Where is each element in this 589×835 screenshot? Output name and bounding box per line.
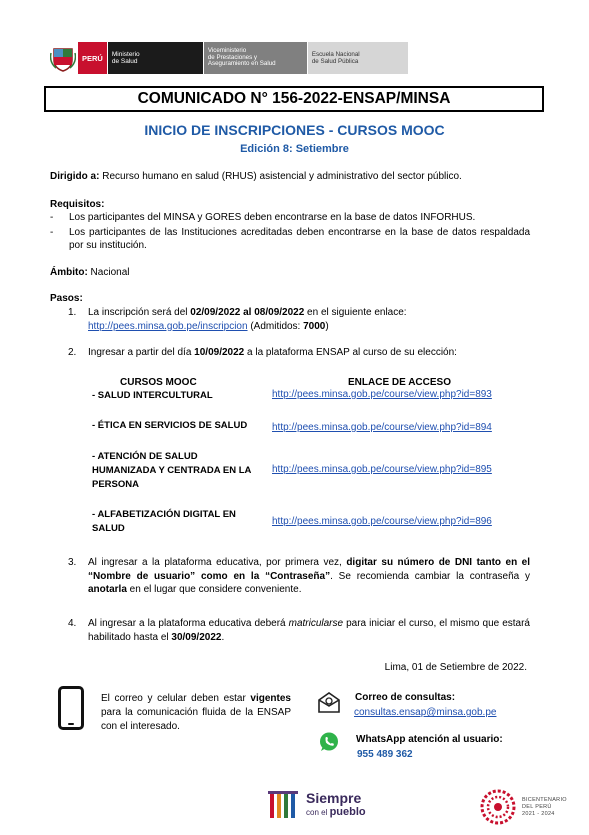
course-link[interactable]: http://pees.minsa.gob.pe/course/view.php?id=896 xyxy=(272,516,492,527)
course-name: - SALUD INTERCULTURAL xyxy=(92,390,213,401)
email-link[interactable]: consultas.ensap@minsa.gob.pe xyxy=(354,707,497,718)
document-subtitle: INICIO DE INSCRIPCIONES - CURSOS MOOC xyxy=(144,122,445,138)
email-icon xyxy=(317,690,341,714)
government-header xyxy=(48,42,408,74)
inscripcion-link[interactable]: http://pees.minsa.gob.pe/inscripcion xyxy=(88,320,248,332)
course-link[interactable]: http://pees.minsa.gob.pe/course/view.php?id=893 xyxy=(272,389,492,400)
date-line: Lima, 01 de Setiembre de 2022. xyxy=(384,662,527,673)
peru-shield-icon xyxy=(48,42,78,74)
siempre-con-el-pueblo-logo: Siempre con el pueblo xyxy=(268,788,366,822)
course-link[interactable]: http://pees.minsa.gob.pe/course/view.php?id=895 xyxy=(272,464,492,475)
course-name: - ÉTICA EN SERVICIOS DE SALUD xyxy=(92,420,248,431)
dirigido-line: Dirigido a: Recurso humano en salud (RHUS) asistencial y administrativo del sector público. xyxy=(50,171,462,182)
bicentenario-logo: BICENTENARIO DEL PERÚ 2021 - 2024 xyxy=(479,788,567,826)
viceministerio-label: Viceministerio de Prestaciones y Aseguramiento en Salud xyxy=(204,42,307,74)
bicentenario-icon xyxy=(479,788,517,826)
list-item: - Los participantes del MINSA y GORES deben encontrarse en la base de datos INFORHUS. xyxy=(50,212,476,223)
edition-label: Edición 8: Setiembre xyxy=(240,143,349,155)
list-item: - Los participantes de las Instituciones acreditadas deben encontrarse en la base de datos respaldada por su institución. xyxy=(50,226,530,251)
ambito-line: Ámbito: Nacional xyxy=(50,267,130,278)
step-1: 1. La inscripción será del 02/09/2022 al 08/09/2022 en el siguiente enlace: http://pees.minsa.gob.pe/inscripcion (Admitidos: 7000) xyxy=(68,307,407,332)
ministerio-label: Ministerio de Salud xyxy=(108,42,203,74)
requisitos-list xyxy=(50,211,530,254)
requisitos-heading: Requisitos: xyxy=(50,199,105,210)
step-3: 3. Al ingresar a la plataforma educativa, por primera vez, digitar su número de DNI tanto en el “Nombre de usuario” como en la “Contraseña”. Se recomienda cambiar la contraseña y anotarla en el lugar que considere conveniente. xyxy=(68,557,531,595)
course-link[interactable]: http://pees.minsa.gob.pe/course/view.php?id=894 xyxy=(272,422,492,433)
courses-column-header: CURSOS MOOC xyxy=(120,377,197,388)
peru-label: PERÚ xyxy=(78,42,108,74)
step-2: 2. Ingresar a partir del día 10/09/2022 a la plataforma ENSAP al curso de su elección: xyxy=(68,347,457,358)
mobile-phone-icon xyxy=(58,686,84,730)
document-title: COMUNICADO N° 156-2022-ENSAP/MINSA xyxy=(44,86,544,112)
siempre-logo-icon xyxy=(268,788,302,822)
email-label: Correo de consultas: xyxy=(355,692,456,703)
step-4: 4. Al ingresar a la plataforma educativa deberá matricularse para iniciar el curso, el mismo que estará habilitado hasta el 30/09/2022. xyxy=(68,618,530,643)
whatsapp-icon xyxy=(318,731,340,753)
contact-note: El correo y celular deben estar vigentes para la comunicación fluida de la ENSAP con el interesado. xyxy=(101,693,291,732)
escuela-label: Escuela Nacional de Salud Pública xyxy=(308,42,408,74)
course-name: - ALFABETIZACIÓN DIGITAL EN SALUD xyxy=(92,509,236,534)
whatsapp-label: WhatsApp atención al usuario: xyxy=(356,734,503,745)
course-name: - ATENCIÓN DE SALUD HUMANIZADA Y CENTRADA EN LA PERSONA xyxy=(92,451,252,490)
pasos-heading: Pasos: xyxy=(50,293,83,304)
links-column-header: ENLACE DE ACCESO xyxy=(348,377,451,388)
whatsapp-number: 955 489 362 xyxy=(357,749,413,760)
